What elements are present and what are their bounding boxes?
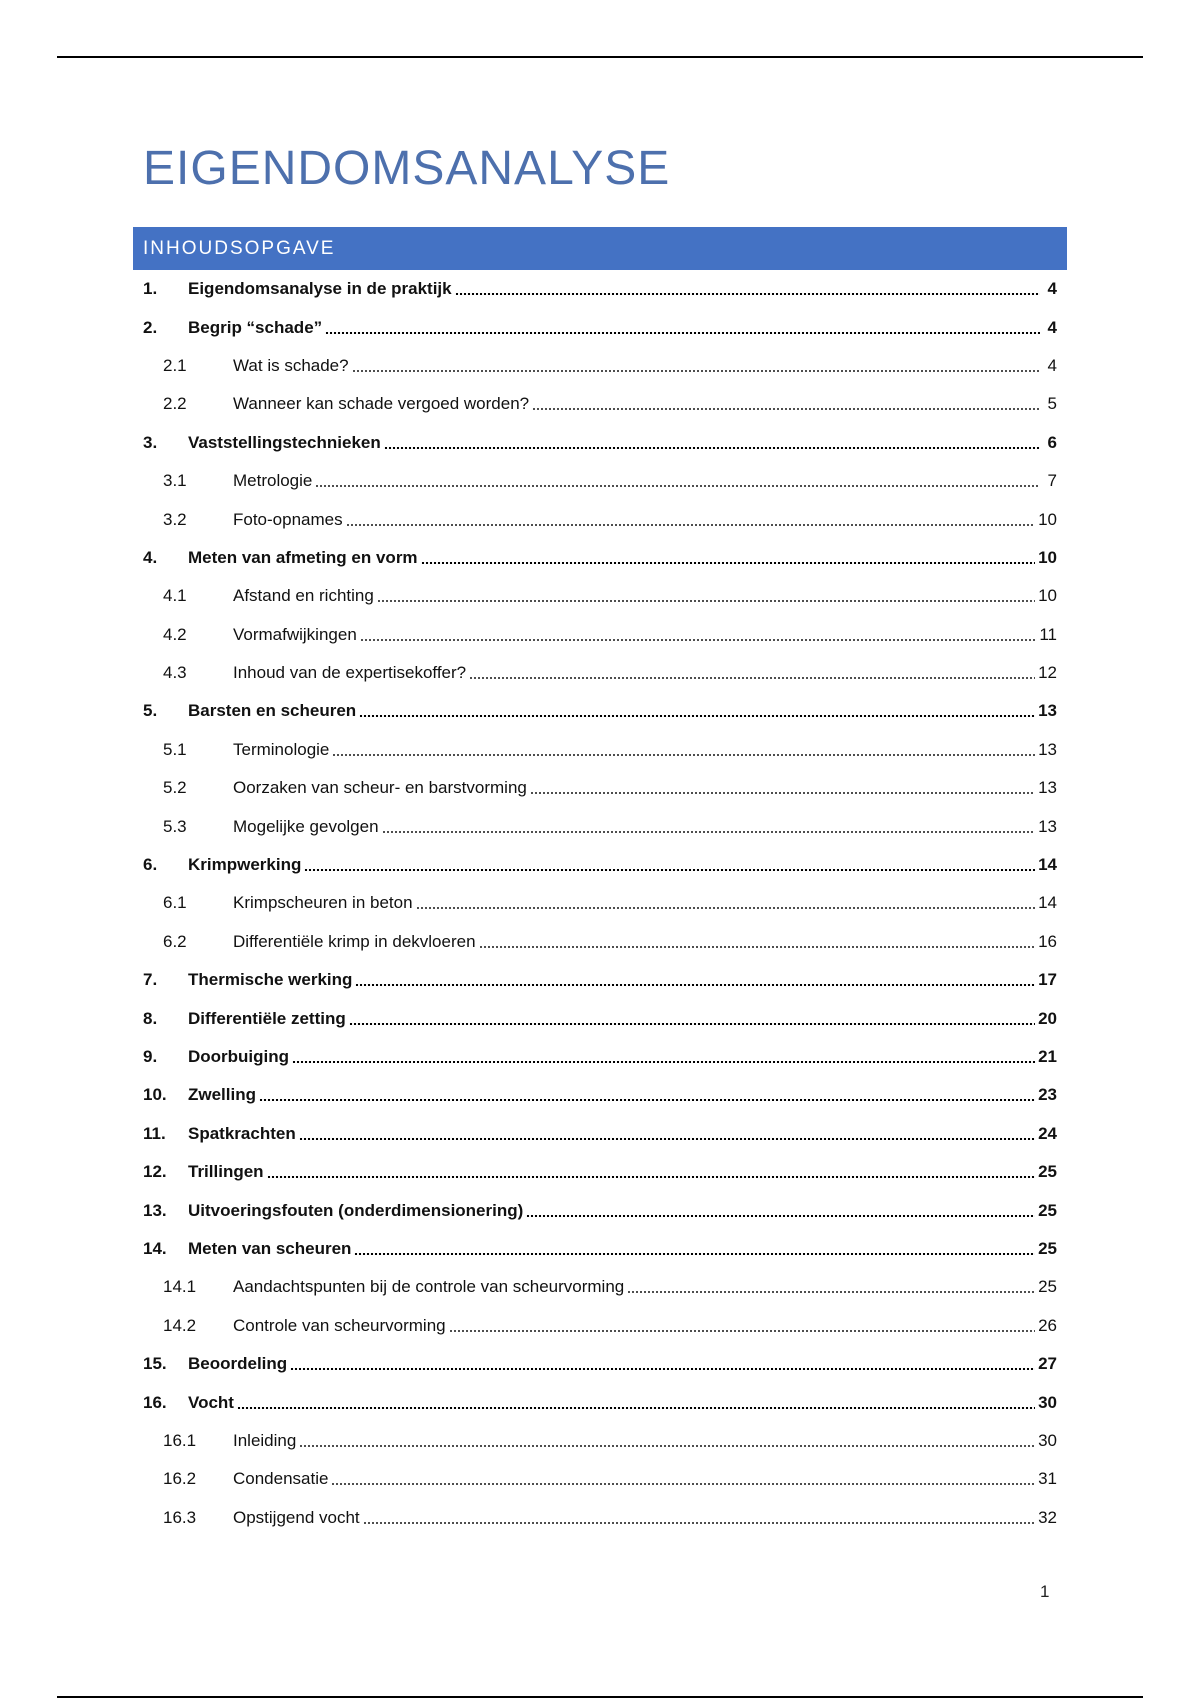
toc-entry-number: 3.2: [163, 509, 187, 529]
toc-entry-number: 2.1: [163, 355, 187, 375]
toc-entry-number: 6.1: [163, 893, 187, 913]
toc-dot-leader: [349, 1023, 1035, 1025]
toc-entry-number: 15.: [143, 1354, 167, 1374]
toc-entry-page: 4: [1047, 317, 1057, 337]
toc-dot-leader: [331, 1483, 1035, 1485]
toc-entry-page: 13: [1038, 778, 1057, 798]
toc-entry-page: 10: [1038, 547, 1057, 567]
toc-entry-label: Oorzaken van scheur- en barstvorming: [233, 778, 527, 798]
table-of-contents: [133, 270, 1067, 1537]
toc-entry-label: Differentiële krimp in dekvloeren: [233, 931, 476, 951]
toc-entry-number: 9.: [143, 1047, 158, 1066]
toc-entry-label: Vormafwijkingen: [233, 624, 357, 644]
toc-heading-bar: [133, 227, 1067, 270]
toc-entry-number: 16.: [143, 1392, 167, 1412]
toc-entry-number: 14.: [143, 1238, 167, 1258]
toc-dot-leader: [354, 1253, 1035, 1255]
toc-entry-label: Differentiële zetting: [188, 1008, 346, 1028]
toc-entry-page: 10: [1038, 509, 1057, 529]
toc-entry[interactable]: [133, 769, 1067, 807]
toc-entry[interactable]: [133, 1499, 1067, 1537]
toc-dot-leader: [382, 831, 1036, 833]
toc-entry-number: 5.1: [163, 739, 187, 759]
toc-entry[interactable]: [133, 1191, 1067, 1229]
toc-entry-number: 2.: [143, 317, 158, 337]
toc-entry-number: 4.3: [163, 663, 187, 683]
toc-entry-page: 12: [1038, 663, 1057, 683]
toc-entry-label: Krimpscheuren in beton: [233, 893, 413, 913]
bottom-rule: [57, 1696, 1143, 1698]
toc-entry-label: Meten van afmeting en vorm: [188, 547, 418, 567]
toc-entry-page: 10: [1038, 586, 1057, 606]
toc-entry-label: Uitvoeringsfouten (onderdimensionering): [188, 1200, 524, 1220]
toc-entry[interactable]: [133, 1038, 1067, 1076]
toc-entry[interactable]: [133, 654, 1067, 692]
toc-dot-leader: [359, 715, 1035, 717]
toc-dot-leader: [290, 1368, 1035, 1370]
toc-entry[interactable]: [133, 1307, 1067, 1345]
toc-dot-leader: [530, 792, 1035, 794]
toc-entry[interactable]: [133, 731, 1067, 769]
toc-entry-page: 11: [1039, 624, 1057, 644]
toc-entry[interactable]: [133, 577, 1067, 615]
toc-entry-label: Meten van scheuren: [188, 1238, 352, 1258]
toc-dot-leader: [292, 1061, 1035, 1063]
toc-dot-leader: [526, 1215, 1035, 1217]
toc-dot-leader: [259, 1099, 1035, 1101]
toc-entry-number: 3.: [143, 432, 158, 452]
toc-entry-number: 5.: [143, 701, 158, 721]
toc-entry-label: Spatkrachten: [188, 1123, 296, 1143]
toc-entry-number: 16.3: [163, 1507, 197, 1527]
toc-entry-page: 6: [1047, 432, 1057, 452]
toc-dot-leader: [267, 1176, 1036, 1178]
toc-entry-label: Beoordeling: [188, 1354, 288, 1374]
toc-entry-number: 5.3: [163, 816, 187, 836]
toc-entry-number: 6.: [143, 855, 158, 875]
toc-entry-label: Mogelijke gevolgen: [233, 816, 379, 836]
toc-entry-page: 16: [1038, 931, 1057, 951]
toc-entry-page: 31: [1038, 1469, 1057, 1489]
toc-entry[interactable]: [133, 999, 1067, 1037]
toc-dot-leader: [455, 293, 1040, 295]
toc-entry[interactable]: [133, 961, 1067, 999]
toc-entry-number: 4.: [143, 547, 158, 567]
toc-entry-label: Begrip “schade”: [188, 317, 323, 337]
toc-entry-number: 3.1: [163, 471, 187, 491]
toc-entry-label: Doorbuiging: [188, 1047, 290, 1066]
toc-dot-leader: [416, 907, 1036, 909]
toc-dot-leader: [346, 524, 1035, 526]
toc-entry-page: 25: [1038, 1238, 1057, 1258]
toc-dot-leader: [479, 946, 1036, 948]
toc-dot-leader: [325, 332, 1040, 334]
toc-entry-number: 7.: [143, 970, 158, 990]
toc-dot-leader: [627, 1291, 1035, 1293]
toc-entry-page: 23: [1038, 1085, 1057, 1105]
toc-entry-number: 10.: [143, 1085, 167, 1105]
page-number: 1: [1040, 1582, 1050, 1601]
toc-entry[interactable]: [133, 1115, 1067, 1153]
toc-entry-label: Afstand en richting: [233, 586, 374, 606]
toc-entry[interactable]: [133, 270, 1067, 308]
toc-entry-label: Metrologie: [233, 471, 313, 491]
toc-dot-leader: [332, 754, 1035, 756]
toc-entry-label: Foto-opnames: [233, 509, 343, 529]
toc-entry-page: 24: [1038, 1123, 1057, 1143]
toc-dot-leader: [352, 370, 1040, 372]
toc-entry-label: Inleiding: [233, 1430, 297, 1450]
toc-dot-leader: [384, 447, 1040, 449]
toc-entry-number: 8.: [143, 1008, 158, 1028]
toc-entry-page: 25: [1038, 1277, 1057, 1297]
toc-entry-number: 6.2: [163, 931, 187, 951]
toc-entry-page: 32: [1038, 1507, 1057, 1527]
toc-entry[interactable]: [133, 1076, 1067, 1114]
toc-dot-leader: [360, 639, 1037, 641]
toc-entry-number: 1.: [143, 279, 158, 299]
toc-dot-leader: [377, 600, 1035, 602]
toc-heading: INHOUDSOPGAVE: [143, 237, 336, 259]
toc-entry-label: Terminologie: [233, 739, 330, 759]
toc-entry[interactable]: [133, 692, 1067, 730]
toc-entry[interactable]: [133, 1153, 1067, 1191]
toc-entry-label: Thermische werking: [188, 970, 353, 990]
toc-entry-page: 13: [1038, 739, 1057, 759]
toc-dot-leader: [304, 869, 1035, 871]
toc-entry-label: Eigendomsanalyse in de praktijk: [188, 279, 452, 299]
toc-entry[interactable]: [133, 1230, 1067, 1268]
toc-dot-leader: [237, 1407, 1035, 1409]
toc-entry-label: Opstijgend vocht: [233, 1507, 360, 1527]
toc-entry-number: 4.2: [163, 624, 187, 644]
toc-entry-page: 21: [1038, 1047, 1057, 1066]
toc-entry-page: 26: [1038, 1315, 1057, 1335]
toc-dot-leader: [532, 408, 1040, 410]
toc-dot-leader: [299, 1445, 1035, 1447]
toc-entry[interactable]: [133, 539, 1067, 577]
toc-entry-page: 7: [1047, 471, 1057, 491]
toc-entry-number: 16.2: [163, 1469, 197, 1489]
toc-entry[interactable]: [133, 1268, 1067, 1306]
toc-entry[interactable]: [133, 884, 1067, 922]
toc-entry-number: 13.: [143, 1200, 167, 1220]
toc-entry-page: 5: [1047, 394, 1057, 414]
toc-entry-label: Trillingen: [188, 1162, 264, 1182]
toc-entry-number: 4.1: [163, 586, 187, 606]
toc-entry-number: 16.1: [163, 1430, 197, 1450]
toc-entry-label: Barsten en scheuren: [188, 701, 357, 721]
toc-entry[interactable]: [133, 424, 1067, 462]
toc-entry-page: 4: [1047, 355, 1057, 375]
document-title: EIGENDOMSANALYSE: [143, 142, 671, 195]
toc-entry[interactable]: [133, 616, 1067, 654]
toc-entry-page: 14: [1038, 893, 1057, 913]
toc-entry-page: 4: [1047, 279, 1057, 299]
toc-entry[interactable]: [133, 923, 1067, 961]
toc-entry-page: 25: [1038, 1162, 1057, 1182]
toc-entry[interactable]: [133, 846, 1067, 884]
top-rule: [57, 56, 1143, 58]
toc-entry-label: Krimpwerking: [188, 855, 302, 875]
toc-entry-page: 13: [1038, 816, 1057, 836]
toc-entry-page: 13: [1038, 701, 1057, 721]
toc-entry[interactable]: [133, 1383, 1067, 1421]
toc-entry[interactable]: [133, 1345, 1067, 1383]
toc-entry[interactable]: [133, 1422, 1067, 1460]
toc-entry-page: 17: [1038, 970, 1057, 990]
toc-entry[interactable]: [133, 462, 1067, 500]
toc-entry-number: 14.2: [163, 1315, 197, 1335]
toc-entry-label: Inhoud van de expertisekoffer?: [233, 663, 467, 683]
toc-entry-label: Wat is schade?: [233, 355, 349, 375]
toc-entry-page: 30: [1038, 1392, 1057, 1412]
toc-entry-page: 30: [1038, 1430, 1057, 1450]
toc-entry[interactable]: [133, 347, 1067, 385]
toc-dot-leader: [421, 562, 1036, 564]
toc-dot-leader: [469, 677, 1035, 679]
toc-entry[interactable]: [133, 807, 1067, 845]
toc-entry-label: Vaststellingstechnieken: [188, 432, 381, 452]
toc-entry-page: 27: [1038, 1354, 1057, 1374]
toc-entry[interactable]: [133, 500, 1067, 538]
toc-entry-number: 12.: [143, 1162, 167, 1182]
toc-entry-label: Vocht: [188, 1392, 234, 1412]
toc-entry-page: 25: [1038, 1200, 1057, 1220]
toc-entry[interactable]: [133, 385, 1067, 423]
toc-entry-number: 11.: [143, 1123, 166, 1143]
toc-entry-page: 14: [1038, 855, 1057, 875]
toc-dot-leader: [355, 984, 1035, 986]
toc-entry-label: Zwelling: [188, 1085, 256, 1105]
toc-entry[interactable]: [133, 1460, 1067, 1498]
toc-entry-label: Aandachtspunten bij de controle van scheurvorming: [233, 1277, 625, 1297]
toc-dot-leader: [363, 1522, 1035, 1524]
toc-dot-leader: [299, 1138, 1035, 1140]
toc-entry-label: Controle van scheurvorming: [233, 1315, 446, 1335]
toc-dot-leader: [449, 1330, 1035, 1332]
toc-entry[interactable]: [133, 308, 1067, 346]
toc-entry-label: Wanneer kan schade vergoed worden?: [233, 394, 530, 414]
toc-entry-label: Condensatie: [233, 1469, 329, 1489]
toc-entry-number: 2.2: [163, 394, 187, 414]
toc-dot-leader: [315, 485, 1040, 487]
toc-entry-number: 14.1: [163, 1277, 197, 1297]
toc-entry-number: 5.2: [163, 778, 187, 798]
toc-entry-page: 20: [1038, 1008, 1057, 1028]
